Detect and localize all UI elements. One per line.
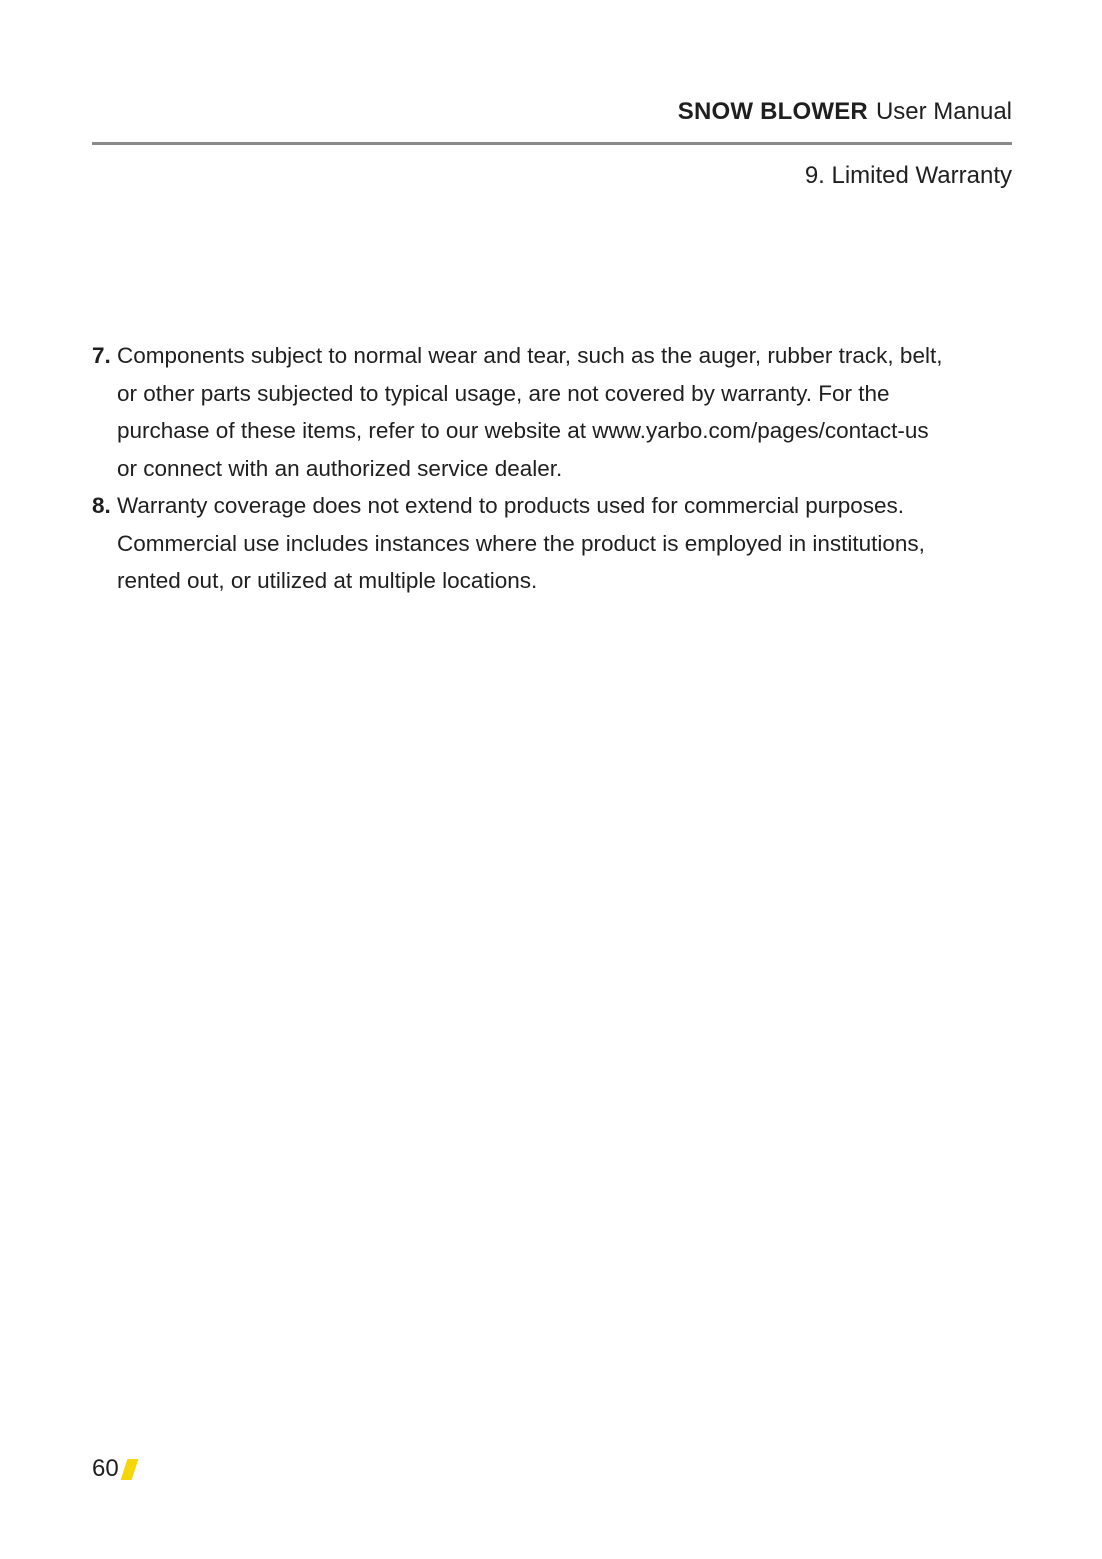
header-divider (92, 142, 1012, 145)
page-header (678, 96, 1012, 128)
list-item (92, 487, 952, 600)
page-footer (92, 1455, 135, 1483)
header-manual-label: User Manual (875, 98, 1012, 125)
page-accent-mark (120, 1459, 138, 1480)
header-brand: SNOW BLOWER (677, 98, 868, 125)
page-number: 60 (92, 1455, 119, 1482)
section-title: 9. Limited Warranty (804, 162, 1012, 189)
list-item-number: 7. (92, 343, 111, 368)
list-item-text: Components subject to normal wear and tear, such as the auger, rubber track, belt, or other parts subjected to typical usage, are not covered by warranty. For the purchase of these items, refer to our website at www.yarbo.com/pages/contact-us or connect with an authorized service dealer. (117, 343, 943, 481)
warranty-list (92, 337, 952, 600)
list-item-number: 8. (92, 493, 111, 518)
list-item-text: Warranty coverage does not extend to products used for commercial purposes. Commercial use includes instances where the product is employed in institutions, rented out, or utilized at multiple locations. (117, 493, 925, 593)
list-item (92, 337, 952, 487)
